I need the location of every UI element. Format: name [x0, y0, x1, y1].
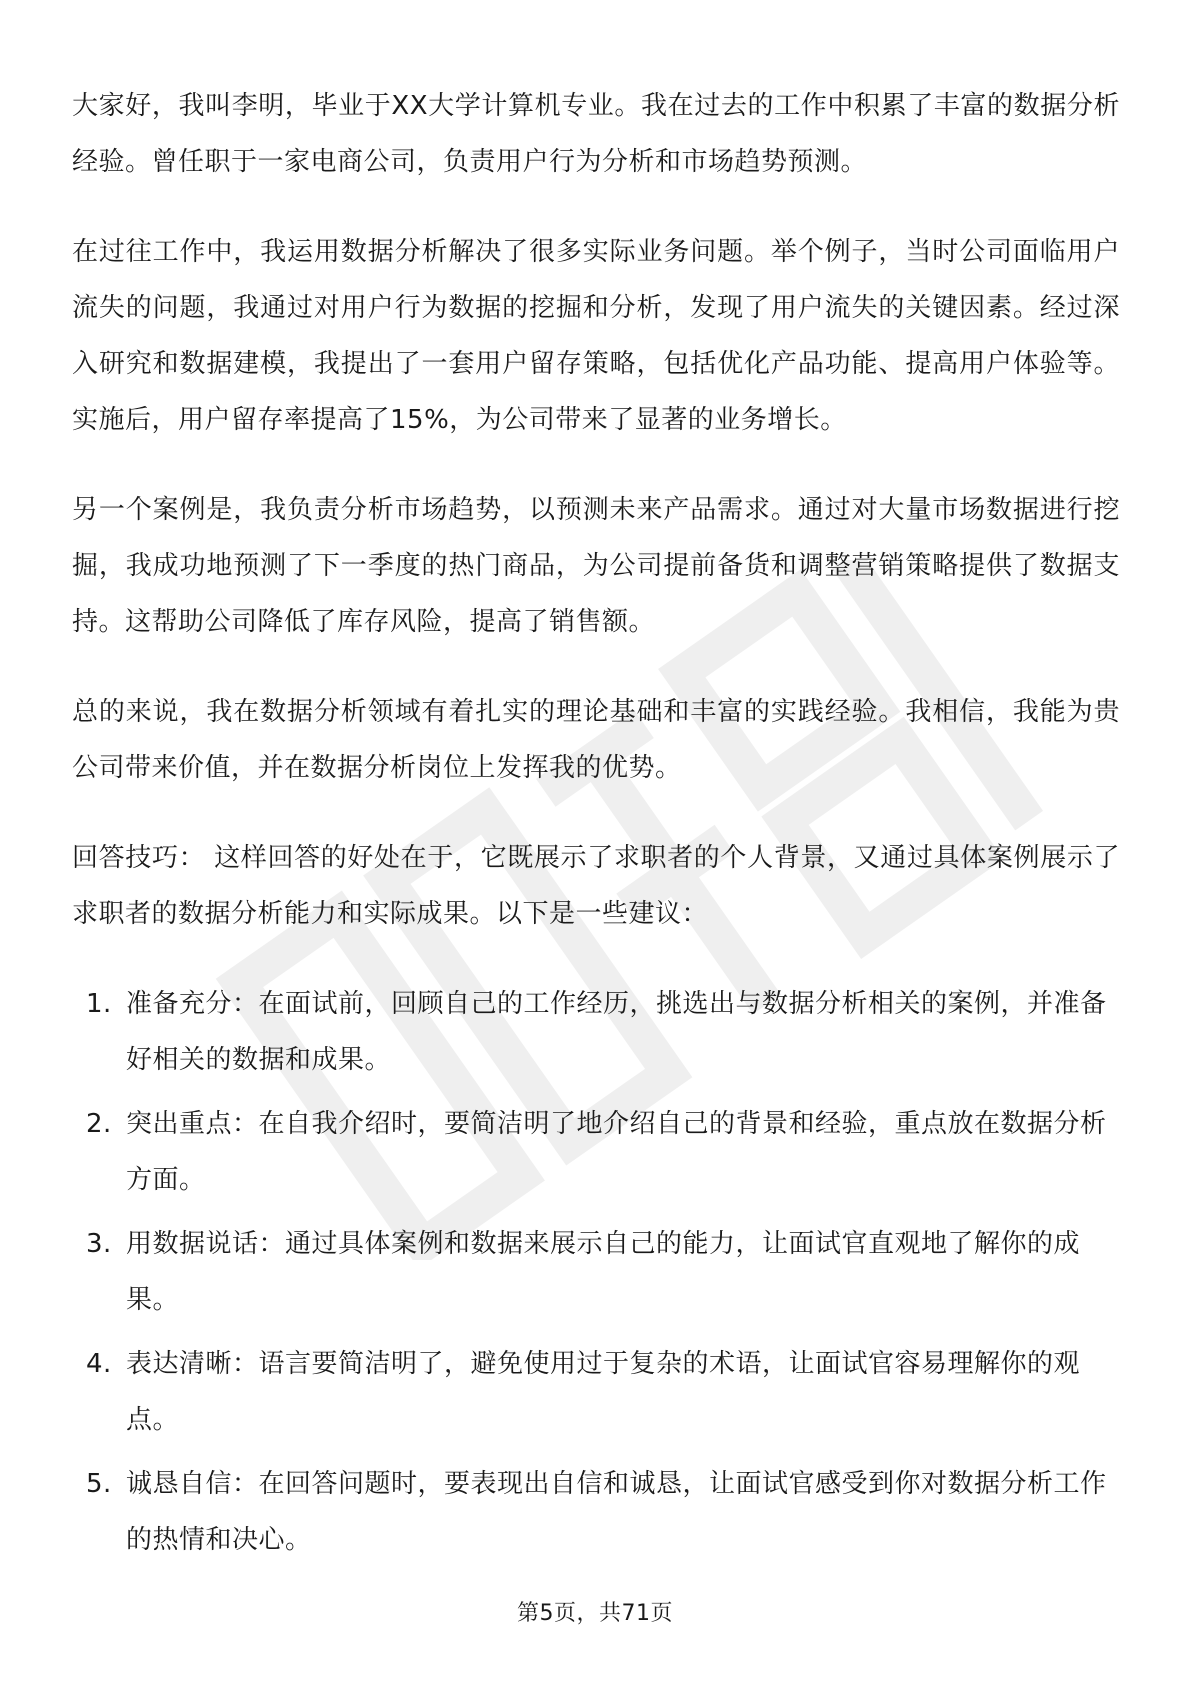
case-paragraph-market: 另一个案例是，我负责分析市场趋势，以预测未来产品需求。通过对大量市场数据进行挖掘，我成功地预测了下一季度的热门商品，为公司提前备货和调整营销策略提供了数据支持。这帮助公司降低了库存风险，提高了销售额。 — [72, 495, 1120, 637]
list-item-text: 突出重点：在自我介绍时，要简洁明了地介绍自己的背景和经验，重点放在数据分析方面。 — [126, 1109, 1107, 1195]
list-item — [72, 1096, 1120, 1208]
list-item-text: 表达清晰：语言要简洁明了，避免使用过于复杂的术语，让面试官容易理解你的观点。 — [126, 1349, 1081, 1435]
list-item-number: 3. — [86, 1229, 112, 1259]
list-item-number: 2. — [86, 1109, 112, 1139]
intro-paragraph: 大家好，我叫李明，毕业于XX大学计算机专业。我在过去的工作中积累了丰富的数据分析经验。曾任职于一家电商公司，负责用户行为分析和市场趋势预测。 — [72, 91, 1120, 177]
list-item — [72, 976, 1120, 1088]
case-paragraph-retention: 在过往工作中，我运用数据分析解决了很多实际业务问题。举个例子，当时公司面临用户流失的问题，我通过对用户行为数据的挖掘和分析，发现了用户流失的关键因素。经过深入研究和数据建模，我提出了一套用户留存策略，包括优化产品功能、提高用户体验等。实施后，用户留存率提高了15%，为公司带来了显著的业务增长。 — [72, 237, 1120, 435]
list-item-text: 用数据说话：通过具体案例和数据来展示自己的能力，让面试官直观地了解你的成果。 — [126, 1229, 1081, 1315]
tips-list — [72, 976, 1120, 1568]
list-item — [72, 1336, 1120, 1448]
page-footer-number: 第5页，共71页 — [517, 1601, 673, 1626]
list-item-number: 5. — [86, 1469, 112, 1499]
list-item-number: 1. — [86, 989, 112, 1019]
list-item-text: 诚恳自信：在回答问题时，要表现出自信和诚恳，让面试官感受到你对数据分析工作的热情和决心。 — [126, 1469, 1107, 1555]
document-body — [72, 78, 1120, 1576]
list-item-number: 4. — [86, 1349, 112, 1379]
list-item-text: 准备充分：在面试前，回顾自己的工作经历，挑选出与数据分析相关的案例，并准备好相关的数据和成果。 — [126, 989, 1107, 1075]
summary-paragraph: 总的来说，我在数据分析领域有着扎实的理论基础和丰富的实践经验。我相信，我能为贵公司带来价值，并在数据分析岗位上发挥我的优势。 — [72, 697, 1120, 783]
answer-tips-paragraph: 回答技巧： 这样回答的好处在于，它既展示了求职者的个人背景，又通过具体案例展示了求职者的数据分析能力和实际成果。以下是一些建议： — [72, 843, 1120, 929]
list-item — [72, 1456, 1120, 1568]
list-item — [72, 1216, 1120, 1328]
